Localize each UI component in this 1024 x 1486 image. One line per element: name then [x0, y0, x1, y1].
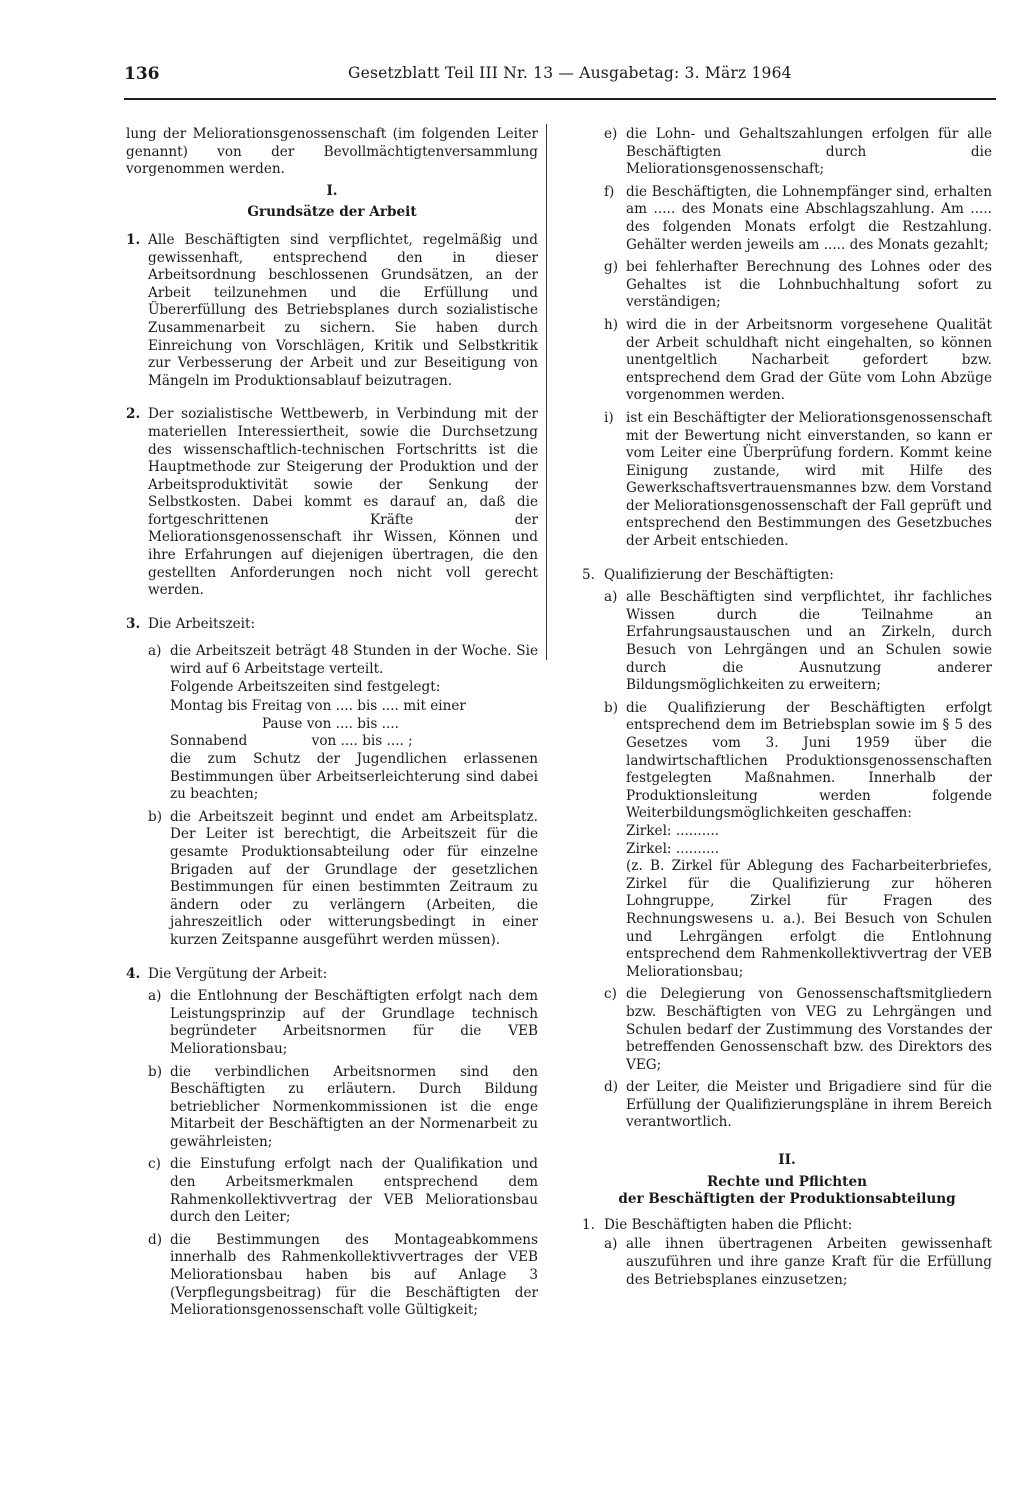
paragraph-3 — [126, 616, 538, 634]
clause-text: die Bestimmungen des Montageabkommens innerhalb des Rahmenkollektivvertrages der VEB Meliorationsbau haben bis auf Anlage 3 (Verpflegungsbeitrag) für die Beschäftigten der Meliorationsgenossenschaft volle Gültigkeit; — [170, 1231, 538, 1319]
clause-label: f) — [604, 183, 615, 200]
clause-label: a) — [148, 643, 162, 660]
clause-text: die Qualifizierung der Beschäftigten erfolgt entsprechend dem im Betriebsplan sowie im § 5 des Gesetzes vom 3. Juni 1959 über die landwirtschaftlichen Produktionsgenossenschaften festgelegten Maßnahmen. Innerhalb der Produktionsleitung werden folgende Weiterbildungsmöglichkeiten geschaffen: — [626, 699, 992, 822]
clause-text: die Beschäftigten, die Lohnempfänger sind, erhalten am ..... des Monats eine Abschlagszahlung. Am ..... des folgenden Monats erfolgt die Restzahlung. Gehälter werden jeweils am ..... des Monats gezahlt; — [626, 183, 992, 253]
clause-text: ist ein Beschäftigter der Meliorationsgenossenschaft mit der Bewertung nicht einverstanden, so kann er vom Leiter eine Überprüfung fordern. Kommt keine Einigung zustande, wird mit Hilfe des Gewerkschaftsvertrauensmannes bzw. dem Vorstand der Meliorationsgenossenschaft der Fall geprüft und entsprechend den Bestimmungen des Gesetzbuches der Arbeit entschieden. — [626, 409, 992, 550]
page-number: 136 — [124, 64, 160, 84]
circle-line-1: Zirkel: .......... — [626, 822, 720, 839]
paragraph-text: Die Vergütung der Arbeit: — [148, 965, 328, 982]
clause-s2-1a — [604, 1236, 992, 1289]
clause-text: die Lohn- und Gehaltszahlungen erfolgen für alle Beschäftigten durch die Meliorationsgenossenschaft; — [626, 126, 992, 178]
clause-3b — [148, 809, 538, 950]
clause-label: a) — [604, 1236, 618, 1253]
clause-4b — [148, 1064, 538, 1152]
clause-label: a) — [148, 988, 162, 1005]
clause-5c — [604, 986, 992, 1074]
section-title: Grundsätze der Arbeit — [247, 204, 417, 221]
clause-label: b) — [604, 699, 619, 716]
youth-protection-note: die zum Schutz der Jugendlichen erlassenen Bestimmungen über Arbeitserleichterung sind dabei zu beachten; — [170, 751, 538, 803]
paragraph-5 — [582, 567, 992, 585]
clause-label: c) — [604, 986, 617, 1003]
clause-label: e) — [604, 126, 618, 142]
schedule-pause: Pause von .... bis .... — [262, 715, 399, 732]
clause-text: alle Beschäftigten sind verpflichtet, ihr fachliches Wissen durch die Teilnahme an Erfahrungsaustauschen und an Zirkeln, durch Besuch von Lehrgängen und an Schulen sowie durch die Ausnutzung anderer Bildungsmöglichkeiten zu erweitern; — [626, 589, 992, 694]
clause-label: i) — [604, 409, 614, 426]
schedule-saturday — [170, 733, 538, 751]
paragraph-number: 5. — [582, 566, 595, 583]
clause-text: die Entlohnung der Beschäftigten erfolgt nach dem Leistungsprinzip auf der Grundlage technisch begründeter Arbeitsnormen für die VEB Meliorationsbau; — [170, 988, 538, 1057]
clause-4a — [148, 988, 538, 1058]
clause-4c — [148, 1156, 538, 1226]
paragraph-number: 1. — [582, 1216, 595, 1233]
paragraph-number: 1. — [126, 231, 141, 248]
clause-text: wird die in der Arbeitsnorm vorgesehene Qualität der Arbeit schuldhaft nicht eingehalten, so können unentgeltlich Nacharbeit gefordert bzw. entsprechend dem Grad der Güte vom Lohn Abzüge vorgenommen werden. — [626, 316, 992, 404]
paragraph-number: 2. — [126, 406, 141, 423]
clause-4d — [148, 1232, 538, 1320]
clause-3a — [148, 643, 538, 803]
clause-label: b) — [148, 808, 163, 825]
left-column — [126, 126, 538, 1320]
saturday-times: von .... bis .... ; — [311, 733, 413, 750]
right-column — [582, 126, 992, 1289]
clause-text: bei fehlerhafter Berechnung des Lohnes oder des Gehaltes ist die Lohnbuchhaltung sofort zu verständigen; — [626, 259, 992, 311]
intro-paragraph: lung der Meliorationsgenossenschaft (im folgenden Leiter genannt) von der Bevollmächtigtenversammlung vorgenommen werden. — [126, 126, 538, 178]
clause-label: c) — [148, 1156, 161, 1173]
paragraph-text: Qualifizierung der Beschäftigten: — [604, 566, 834, 583]
schedule-weekdays: Montag bis Freitag von .... bis .... mit einer — [170, 698, 466, 715]
clause-4h — [604, 317, 992, 405]
clause-4g — [604, 259, 992, 312]
section-title-line-2: der Beschäftigten der Produktionsabteilung — [618, 1191, 956, 1208]
clause-label: g) — [604, 259, 619, 276]
circle-examples: (z. B. Zirkel für Ablegung des Facharbeiterbriefes, Zirkel für die Qualifizierung zur höheren Lohngruppe, Zirkel für Fragen des Rechnungswesens u. a.). Bei Besuch von Schulen und Lehrgängen erfolgt die Entlohnung entsprechend dem Rahmenkollektivvertrag der VEB Meliorationsbau; — [626, 858, 992, 980]
clause-text: die verbindlichen Arbeitsnormen sind den Beschäftigten zu erläutern. Durch Bildung betrieblicher Normenkommissionen ist die enge Mitarbeit der Beschäftigten an der Normenarbeit zu gewährleisten; — [170, 1063, 538, 1150]
clause-text: die Delegierung von Genossenschaftsmitgliedern bzw. Beschäftigten von VEG zu Lehrgängen und Schulen bedarf der Zustimmung des Vorstandes der betreffenden Genossenschaft bzw. des Direktors des VEG; — [626, 986, 992, 1073]
clause-4f — [604, 184, 992, 254]
clause-label: a) — [604, 589, 618, 606]
clause-text: alle ihnen übertragenen Arbeiten gewissenhaft auszuführen und ihre ganze Kraft für die Erfüllung des Betriebsplanes einzusetzen; — [626, 1236, 992, 1288]
clause-5d — [604, 1079, 992, 1132]
clause-text: die Arbeitszeit beträgt 48 Stunden in der Woche. Sie wird auf 6 Arbeitstage verteilt. — [170, 643, 538, 678]
section-number: I. — [326, 182, 338, 199]
paragraph-1 — [126, 232, 538, 390]
running-title: Gesetzblatt Teil III Nr. 13 — Ausgabetag: 3. März 1964 — [348, 64, 792, 82]
clause-5a — [604, 589, 992, 695]
paragraph-number: 3. — [126, 615, 141, 632]
paragraph-text: Der sozialistische Wettbewerb, in Verbindung mit der materiellen Interessiertheit, sowie die Durchsetzung des wissenschaftlich-technischen Fortschritts ist die Hauptmethode zur Steigerung der Produktion und der Arbeitsproduktivität sowie der Senkung der Selbstkosten. Dabei kommt es darauf an, daß die fortgeschrittenen Kräfte der Meliorationsgenossenschaft ihr Wissen, Können und ihre Erfahrungen auf diejenigen übertragen, die den gestellten Anforderungen noch nicht voll gerecht werden. — [148, 406, 538, 599]
paragraph-4 — [126, 966, 538, 984]
saturday-label: Sonnabend — [170, 733, 248, 750]
clause-text: die Einstufung erfolgt nach der Qualifikation und den Arbeitsmerkmalen entsprechend dem Rahmenkollektivvertrag der VEB Meliorationsbau durch den Leiter; — [170, 1156, 538, 1226]
clause-label: h) — [604, 316, 619, 333]
paragraph-text: Alle Beschäftigten sind verpflichtet, regelmäßig und gewissenhaft, entsprechend den in dieser Arbeitsordnung beschlossenen Grundsätzen, an der Arbeit teilzunehmen und die Erfüllung und Übererfüllung des Betriebsplanes durch sozialistische Zusammenarbeit zu sichern. Sie haben durch Einreichung von Vorschlägen, Kritik und Selbstkritik zur Verbesserung der Arbeit und zur Beseitigung von Mängeln im Produktionsablauf beizutragen. — [148, 231, 538, 389]
clause-5b — [604, 700, 992, 982]
clause-label: b) — [148, 1063, 163, 1080]
circle-line-2: Zirkel: .......... — [626, 840, 720, 857]
clause-4e — [604, 126, 992, 179]
column-divider — [546, 124, 547, 660]
section-number: II. — [778, 1152, 796, 1169]
section2-paragraph-1 — [582, 1217, 992, 1235]
paragraph-text: Die Beschäftigten haben die Pflicht: — [604, 1216, 853, 1233]
clause-label: d) — [604, 1079, 619, 1096]
fixed-times-label: Folgende Arbeitszeiten sind festgelegt: — [170, 678, 441, 695]
clause-label: d) — [148, 1231, 163, 1248]
page-header — [124, 62, 996, 100]
clause-text: die Arbeitszeit beginnt und endet am Arbeitsplatz. Der Leiter ist berechtigt, die Arbeitszeit für die gesamte Produktionsabteilung oder für einzelne Brigaden auf der Grundlage der gesetzlichen Bestimmungen für einen bestimmten Zeitraum zu ändern oder zu verlängern (Arbeiten, die jahreszeitlich oder witterungsbedingt in einer kurzen Zeitspanne ausgeführt werden müssen). — [170, 808, 538, 948]
paragraph-number: 4. — [126, 965, 141, 982]
section-title-line-1: Rechte und Pflichten — [706, 1173, 867, 1190]
paragraph-2 — [126, 406, 538, 600]
clause-4i — [604, 410, 992, 551]
paragraph-text: Die Arbeitszeit: — [148, 615, 256, 632]
clause-text: der Leiter, die Meister und Brigadiere sind für die Erfüllung der Qualifizierungspläne in ihrem Bereich verantwortlich. — [626, 1079, 992, 1131]
